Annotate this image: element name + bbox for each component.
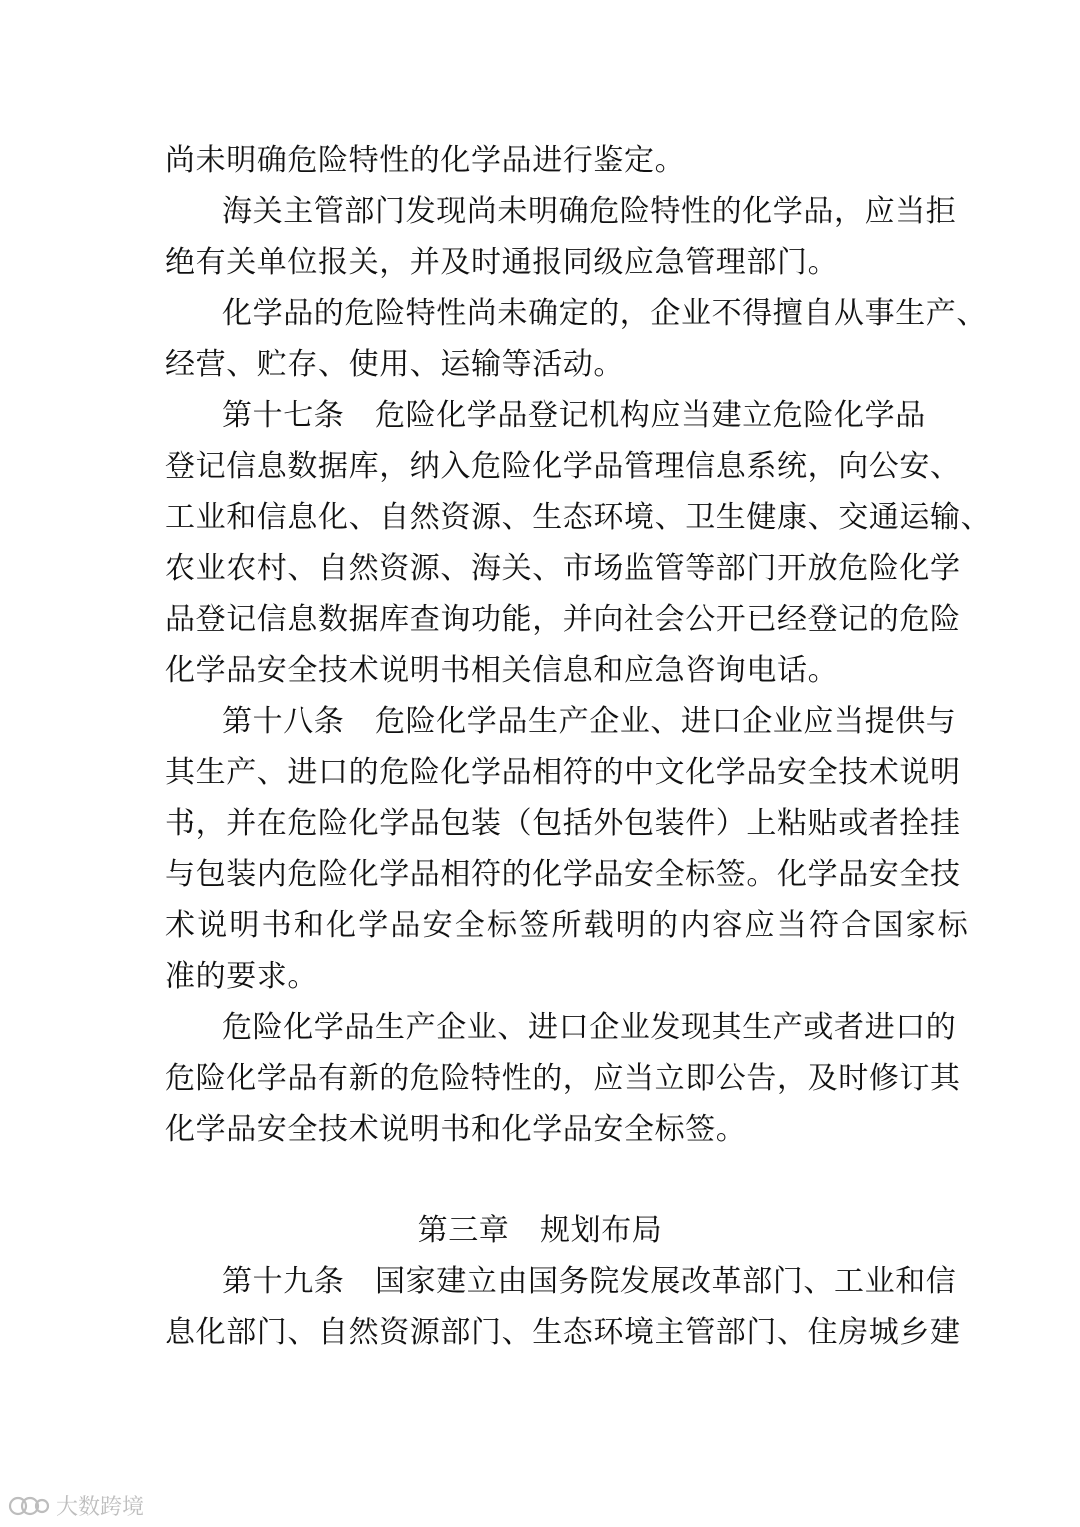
text-line: 化学品的危险特性尚未确定的，企业不得擅自从事生产、 — [222, 296, 987, 331]
text-line: 工业和信息化、自然资源、生态环境、卫生健康、交通运输、 — [165, 500, 992, 535]
text-line: 其生产、进口的危险化学品相符的中文化学品安全技术说明 — [165, 755, 961, 790]
text-line: 品登记信息数据库查询功能，并向社会公开已经登记的危险 — [165, 602, 961, 637]
text-line: 经营、贮存、使用、运输等活动。 — [165, 347, 624, 382]
text-line: 尚未明确危险特性的化学品进行鉴定。 — [165, 143, 686, 178]
text-line: 化学品安全技术说明书相关信息和应急咨询电话。 — [165, 653, 839, 688]
text-line: 准的要求。 — [165, 959, 318, 994]
article-17-heading-line: 第十七条 危险化学品登记机构应当建立危险化学品 — [222, 398, 926, 433]
watermark — [8, 1490, 144, 1521]
article-18-heading-line: 第十八条 危险化学品生产企业、进口企业应当提供与 — [222, 704, 957, 739]
text-line: 海关主管部门发现尚未明确危险特性的化学品，应当拒 — [222, 194, 957, 229]
watermark-logo-icon — [8, 1493, 50, 1519]
text-line: 书，并在危险化学品包装（包括外包装件）上粘贴或者拴挂 — [165, 806, 961, 841]
watermark-text: 大数跨境 — [56, 1495, 145, 1520]
text-line: 化学品安全技术说明书和化学品安全标签。 — [165, 1112, 747, 1147]
text-line: 息化部门、自然资源部门、生态环境主管部门、住房城乡建 — [165, 1315, 961, 1350]
text-line: 农业农村、自然资源、海关、市场监管等部门开放危险化学 — [165, 551, 961, 586]
chapter-title: 第三章 规划布局 — [417, 1213, 663, 1248]
text-line: 危险化学品有新的危险特性的，应当立即公告，及时修订其 — [165, 1061, 961, 1096]
text-line: 危险化学品生产企业、进口企业发现其生产或者进口的 — [222, 1010, 957, 1045]
text-line: 登记信息数据库，纳入危险化学品管理信息系统，向公安、 — [165, 449, 961, 484]
text-line: 与包装内危险化学品相符的化学品安全标签。化学品安全技 — [165, 857, 961, 892]
text-line: 绝有关单位报关，并及时通报同级应急管理部门。 — [165, 245, 839, 280]
text-line: 术说明书和化学品安全标签所载明的内容应当符合国家标 — [165, 908, 970, 943]
article-19-heading-line: 第十九条 国家建立由国务院发展改革部门、工业和信 — [222, 1264, 957, 1299]
